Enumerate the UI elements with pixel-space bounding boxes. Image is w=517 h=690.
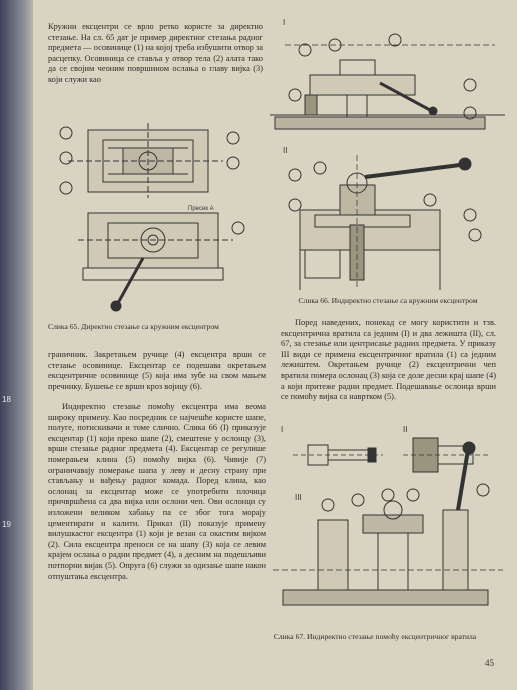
paragraph-right: Поред наведених, понекад се могу користити и тзв. ексцентрична вратила са једним (I) и два лежишта (II), сл. 67, за стезање или центрисање радних предмета. У приказу III види се примена ексцентричног вратила (1) са једним лежиштем. Окретањем ручице (2) ексцентрични чеп вратила помера ослонац (3) која се доле десни крај шапе (4) а који притеже радни предмет. Подешавање ослонца врши се помоћу вијка са навртком (5). — [281, 318, 496, 402]
figure-67-caption: Слика 67. Индиректно стезање помоћу ексцентричног вратила — [273, 632, 477, 641]
view-label-i: I — [283, 18, 286, 27]
margin-number: 19 — [2, 520, 11, 529]
page-number: 45 — [485, 658, 494, 668]
figure-66-caption: Слика 66. Индиректно стезање са кружним ексцентром — [298, 296, 478, 305]
section-label: Пресек А — [188, 206, 214, 212]
view-label-i: I — [281, 425, 284, 434]
figure-67-drawing — [273, 420, 508, 630]
paragraph-mid: граничник. Закретањем ручице (4) ексцентра врши се стезање осовинице. Ексцентар се подешава окретањем ексцентричне осовинице (5) која има зубе на свом мањем пречнику. Бушење се врши кроз војицу (6). — [48, 350, 266, 391]
paragraph-bottom: Индиректно стезање помоћу ексцентра има веома широку примену. Као посредник се најчешће користе шапе, полуге, потискивачи и томе слично. Слика 66 (I) приказује ексцентар (1) који преко шапе (2), смештене у ослонцу (3), врши стезање радног предмета (4). Ексцентар се регулише померањем клина (5) помоћу вијка (6). Чивије (7) ограничавају померање шапа у леву и десну страну при стављању и вађењу радног комада. Поред клина, као ослонац за ексцентар може се употребити плочица причвршћена са два вијка или ослони чеп. Ови ослонци су изложени великом хабању па се због тога морају цементирати и калити. Приказ (II) показује примену вилушкастог ексцентра (1) који је везан са окастим вијком (2). Сила ексцентра преноси се на шапу (3) која се левим крајем ослања о радни предмет (4), а десним на подешљиви потпорни вијак (5). Опруга (6) служи за одизање шапе након отпуштања ексцентра. — [48, 402, 266, 581]
view-label-iii: III — [295, 493, 302, 502]
view-label-ii: II — [283, 146, 288, 155]
margin-number: 18 — [2, 395, 11, 404]
view-label-ii: II — [403, 425, 408, 434]
book-spine-edge — [0, 0, 33, 690]
paragraph-top: Кружни ексцентри се врло ретко користе за директно стезање. На сл. 65 дат је пример директног стезања радног предмета — осовинице (1) на којој треба избушити отвор за расцепку. Осовиница се ставља у отвор тела (2) алата тако да се својим чеоним површином ослања о главу вијка (3) који служи као — [48, 22, 263, 84]
figure-65-drawing — [48, 118, 273, 318]
figure-66-drawing — [265, 5, 513, 295]
book-page — [33, 0, 517, 690]
figure-65-caption: Слика 65. Директно стезање са кружним ексцентром — [48, 322, 219, 331]
